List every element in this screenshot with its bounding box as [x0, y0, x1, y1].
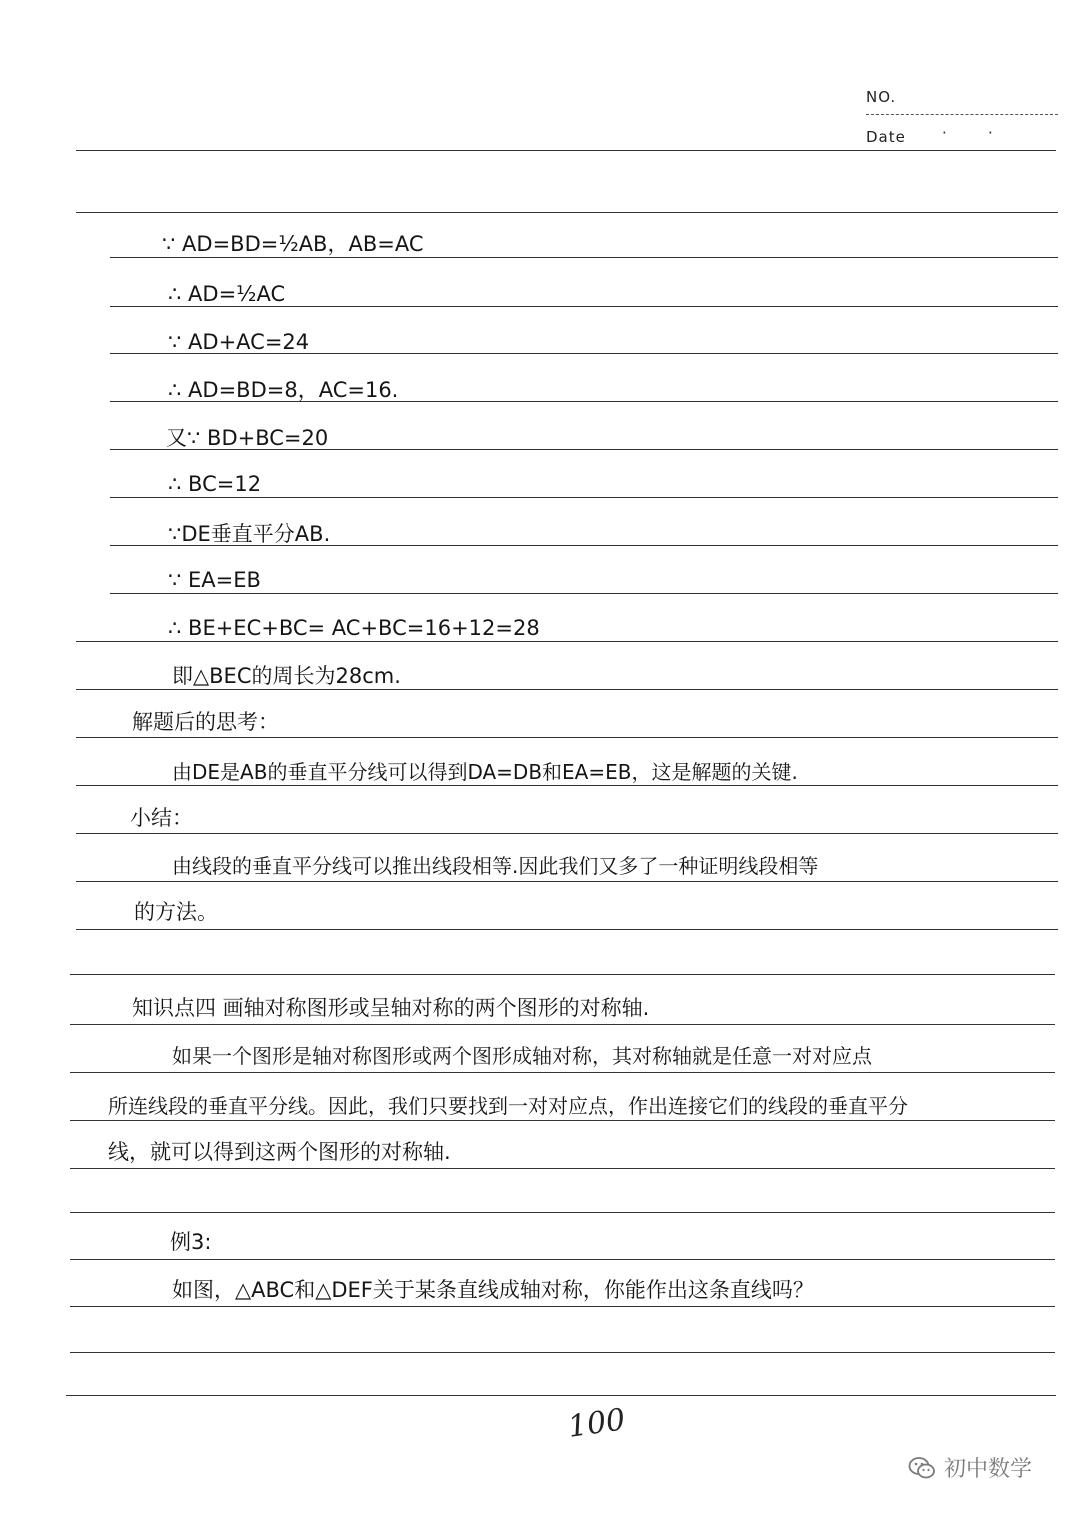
- ruled-line: [70, 1259, 1055, 1260]
- ruled-line: [70, 1168, 1055, 1169]
- bottom-rule: [66, 1395, 1056, 1396]
- text-line: 由DE是AB的垂直平分线可以得到DA=DB和EA=EB，这是解题的关键.: [172, 760, 798, 784]
- text-line: 线，就可以得到这两个图形的对称轴.: [108, 1140, 451, 1164]
- text-line: 如果一个图形是轴对称图形或两个图形成轴对称，其对称轴就是任意一对对应点: [172, 1044, 872, 1068]
- date-dot: ·: [942, 124, 948, 142]
- text-line: ∵ AD=BD=½AB，AB=AC: [162, 232, 424, 256]
- text-line: ∴ AD=½AC: [168, 282, 286, 306]
- text-line: ∴ BE+EC+BC= AC+BC=16+12=28: [168, 616, 540, 640]
- text-line: 如图，△ABC和△DEF关于某条直线成轴对称，你能作出这条直线吗？: [172, 1278, 814, 1302]
- ruled-line: [70, 974, 1055, 975]
- ruled-line: [70, 1024, 1055, 1025]
- watermark: [908, 1452, 1032, 1483]
- date-label: Date: [866, 128, 906, 146]
- ruled-line: [76, 833, 1058, 834]
- text-line: ∵ EA=EB: [168, 568, 261, 592]
- section-heading: 知识点四 画轴对称图形或呈轴对称的两个图形的对称轴.: [132, 996, 650, 1020]
- text-line: 即△BEC的周长为28cm.: [172, 664, 401, 688]
- ruled-line: [76, 929, 1058, 930]
- text-line: ∵ AD+AC=24: [168, 330, 310, 354]
- ruled-line: [76, 881, 1058, 882]
- text-line: 的方法。: [134, 900, 218, 924]
- no-label: NO.: [866, 88, 897, 106]
- ruled-line: [70, 1212, 1055, 1213]
- page-number: 100: [565, 1402, 628, 1445]
- ruled-line: [70, 1352, 1055, 1353]
- text-line: 由线段的垂直平分线可以推出线段相等.因此我们又多了一种证明线段相等: [172, 854, 819, 878]
- section-heading: 解题后的思考：: [132, 710, 279, 734]
- no-underline: [866, 114, 1058, 115]
- text-line: ∴ AD=BD=8，AC=16.: [168, 378, 399, 402]
- ruled-line: [70, 1072, 1055, 1073]
- text-line: ∴ BC=12: [168, 472, 262, 496]
- watermark-text: 初中数学: [944, 1457, 1033, 1482]
- section-heading: 小结：: [130, 806, 193, 830]
- ruled-line: [70, 1306, 1055, 1307]
- text-line: 所连线段的垂直平分线。因此，我们只要找到一对对应点，作出连接它们的线段的垂直平分: [108, 1094, 908, 1118]
- ruled-line: [76, 737, 1058, 738]
- ruled-line: [70, 1120, 1055, 1121]
- text-line: 又∵ BD+BC=20: [166, 426, 329, 450]
- example-label: 例3:: [170, 1230, 212, 1254]
- text-line: ∵DE垂直平分AB.: [168, 522, 331, 546]
- date-dot: ·: [988, 124, 994, 142]
- wechat-icon: [908, 1456, 936, 1480]
- ruled-line: [76, 212, 1058, 213]
- header-rule: [76, 150, 1056, 151]
